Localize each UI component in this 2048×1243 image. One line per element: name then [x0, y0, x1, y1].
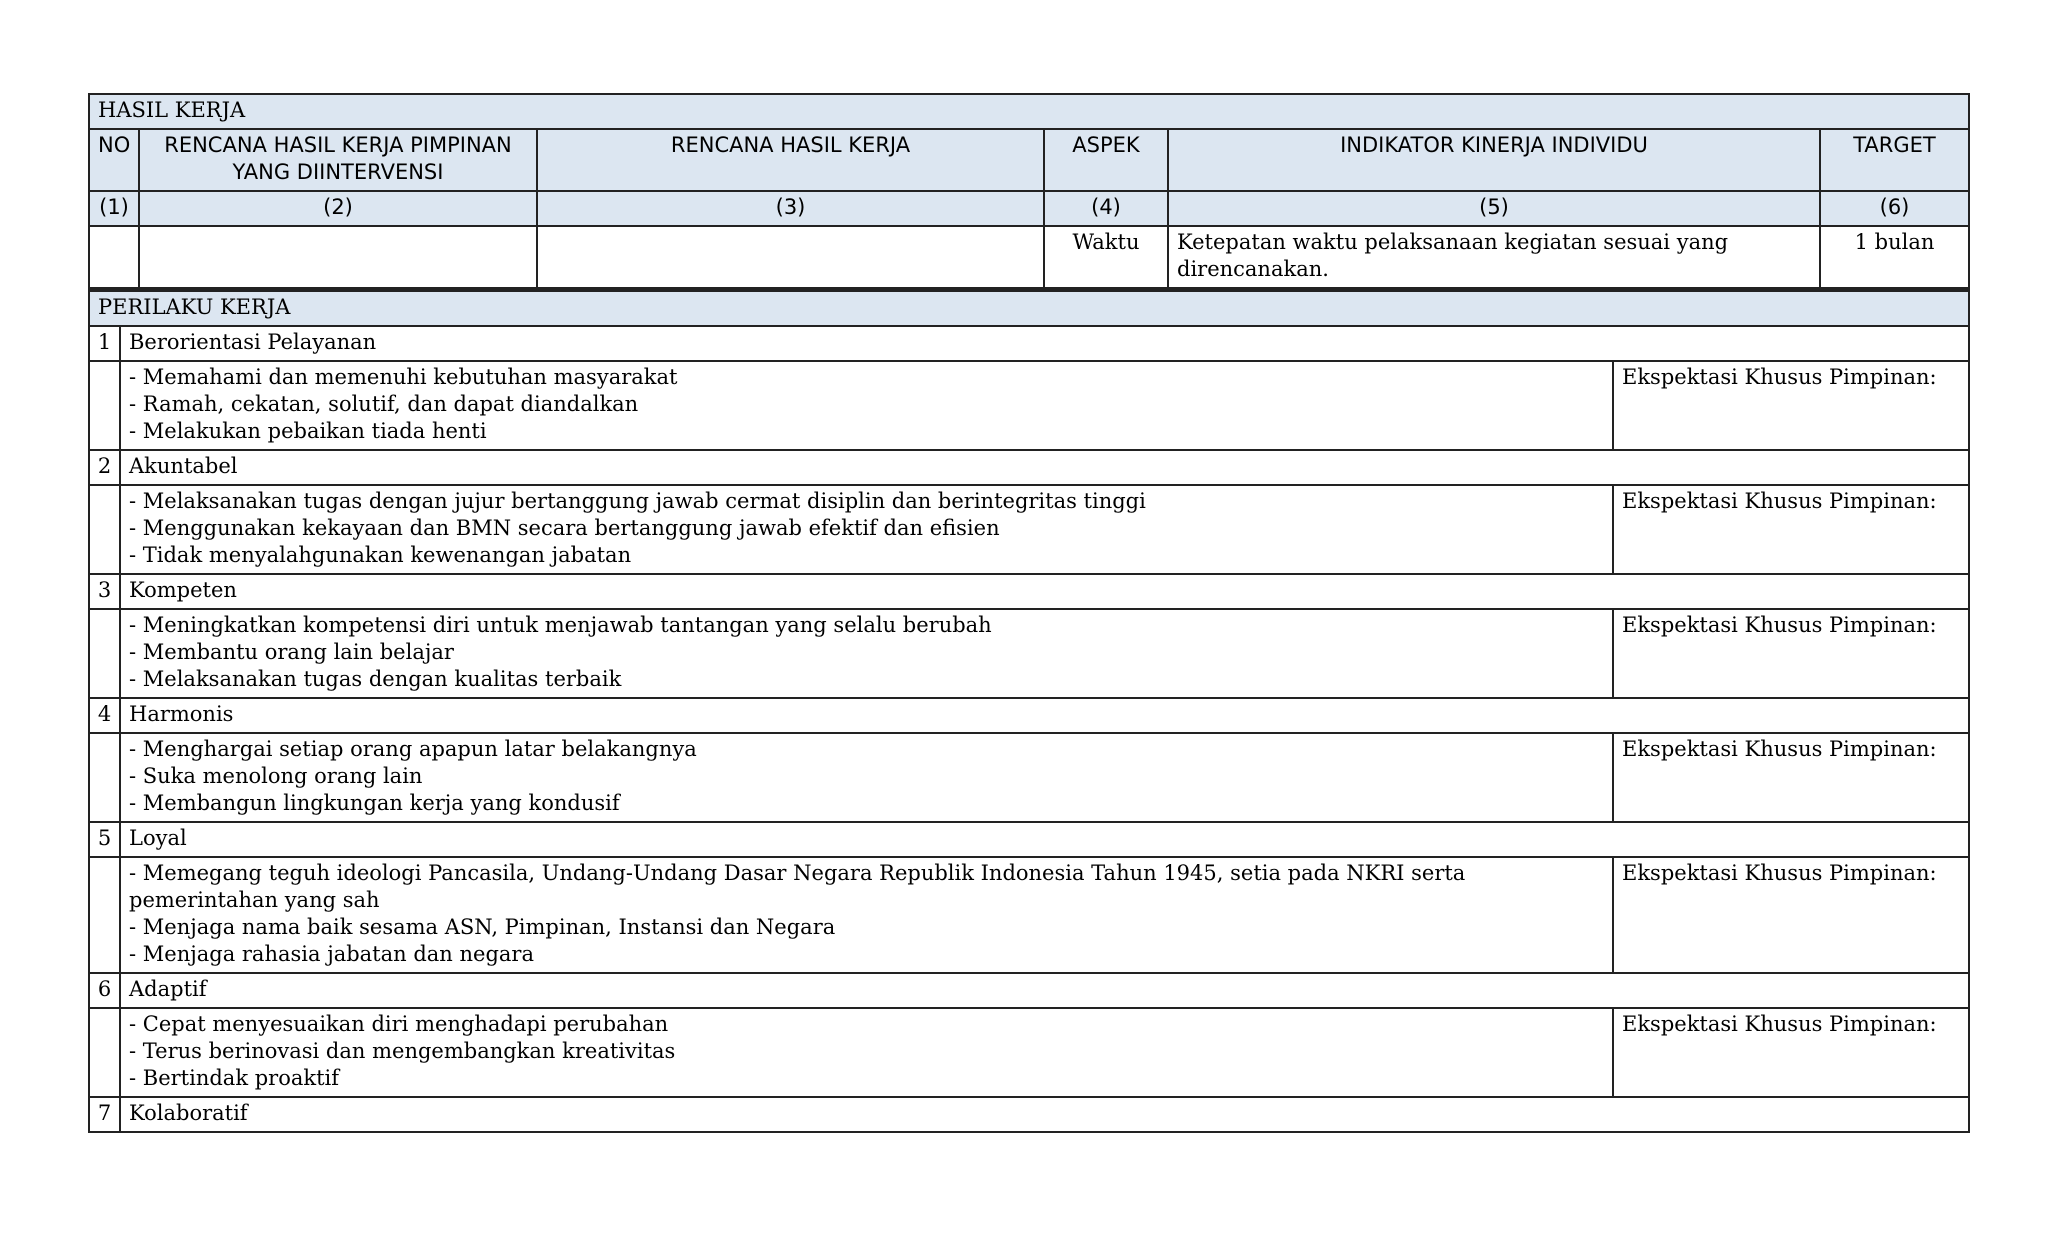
behavior-number: 7 — [89, 1097, 120, 1132]
cell-no — [89, 226, 139, 288]
hasil-kerja-row — [89, 226, 1969, 288]
behavior-detail-row — [89, 1008, 1969, 1097]
document-sheet — [88, 93, 1968, 1133]
behavior-point: - Terus berinovasi dan mengembangkan kreativitas — [129, 1039, 676, 1063]
behavior-name: Adaptif — [120, 973, 1969, 1008]
behavior-name: Berorientasi Pelayanan — [120, 326, 1969, 361]
behavior-point: - Cepat menyesuaikan diri menghadapi perubahan — [129, 1012, 669, 1036]
leader-expectation: Ekspektasi Khusus Pimpinan: — [1613, 485, 1969, 574]
behavior-number-blank — [89, 857, 120, 973]
behavior-point: - Tidak menyalahgunakan kewenangan jabatan — [129, 543, 632, 567]
perilaku-kerja-table — [88, 289, 1970, 1133]
behavior-point: - Menjaga rahasia jabatan dan negara — [129, 942, 534, 966]
behavior-point: - Menjaga nama baik sesama ASN, Pimpinan, Instansi dan Negara — [129, 915, 836, 939]
behavior-point: - Memahami dan memenuhi kebutuhan masyarakat — [129, 365, 678, 389]
behavior-detail-row — [89, 857, 1969, 973]
behavior-number: 2 — [89, 450, 120, 485]
column-header-target: TARGET — [1820, 129, 1969, 191]
hasil-kerja-title: HASIL KERJA — [89, 94, 1969, 129]
behavior-point: - Suka menolong orang lain — [129, 764, 423, 788]
behavior-header-row — [89, 574, 1969, 609]
behavior-point: - Menghargai setiap orang apapun latar belakangnya — [129, 737, 697, 761]
behavior-number-blank — [89, 609, 120, 698]
behavior-points — [120, 361, 1613, 450]
behavior-points — [120, 857, 1613, 973]
column-header-rhk: RENCANA HASIL KERJA — [537, 129, 1044, 191]
column-number-6: (6) — [1820, 191, 1969, 226]
behavior-points — [120, 485, 1613, 574]
leader-expectation: Ekspektasi Khusus Pimpinan: — [1613, 361, 1969, 450]
behavior-number-blank — [89, 1008, 120, 1097]
behavior-name: Kolaboratif — [120, 1097, 1969, 1132]
column-header-aspek: ASPEK — [1044, 129, 1168, 191]
behavior-number: 3 — [89, 574, 120, 609]
behavior-point: - Meningkatkan kompetensi diri untuk menjawab tantangan yang selalu berubah — [129, 613, 992, 637]
behavior-number-blank — [89, 361, 120, 450]
behavior-number: 1 — [89, 326, 120, 361]
behavior-header-row — [89, 450, 1969, 485]
behavior-header-row — [89, 326, 1969, 361]
behavior-detail-row — [89, 733, 1969, 822]
behavior-point: - Menggunakan kekayaan dan BMN secara bertanggung jawab efektif dan efisien — [129, 516, 1000, 540]
behavior-point: - Membantu orang lain belajar — [129, 640, 454, 664]
behavior-number-blank — [89, 733, 120, 822]
cell-rhk-pimpinan — [139, 226, 537, 288]
behavior-name: Loyal — [120, 822, 1969, 857]
leader-expectation: Ekspektasi Khusus Pimpinan: — [1613, 733, 1969, 822]
column-number-2: (2) — [139, 191, 537, 226]
behavior-name: Harmonis — [120, 698, 1969, 733]
behavior-header-row — [89, 698, 1969, 733]
behavior-name: Akuntabel — [120, 450, 1969, 485]
column-number-1: (1) — [89, 191, 139, 226]
behavior-points — [120, 609, 1613, 698]
behavior-number: 4 — [89, 698, 120, 733]
cell-target: 1 bulan — [1820, 226, 1969, 288]
hasil-kerja-table — [88, 93, 1970, 289]
cell-indikator: Ketepatan waktu pelaksanaan kegiatan sesuai yang direncanakan. — [1168, 226, 1820, 288]
leader-expectation: Ekspektasi Khusus Pimpinan: — [1613, 609, 1969, 698]
column-header-no: NO — [89, 129, 139, 191]
column-number-3: (3) — [537, 191, 1044, 226]
behavior-point: - Melaksanakan tugas dengan kualitas terbaik — [129, 667, 622, 691]
behavior-point: - Bertindak proaktif — [129, 1066, 340, 1090]
column-number-4: (4) — [1044, 191, 1168, 226]
behavior-detail-row — [89, 361, 1969, 450]
behavior-point: - Memegang teguh ideologi Pancasila, Undang-Undang Dasar Negara Republik Indonesia Tahun 1945, setia pada NKRI serta pemerintahan yang sah — [129, 861, 1466, 912]
behavior-point: - Membangun lingkungan kerja yang kondusif — [129, 791, 620, 815]
column-header-indikator: INDIKATOR KINERJA INDIVIDU — [1168, 129, 1820, 191]
leader-expectation: Ekspektasi Khusus Pimpinan: — [1613, 857, 1969, 973]
behavior-detail-row — [89, 609, 1969, 698]
behavior-point: - Melakukan pebaikan tiada henti — [129, 419, 487, 443]
behavior-number: 5 — [89, 822, 120, 857]
behavior-point: - Melaksanakan tugas dengan jujur bertanggung jawab cermat disiplin dan berintegritas tinggi — [129, 489, 1146, 513]
behavior-header-row — [89, 1097, 1969, 1132]
cell-rhk — [537, 226, 1044, 288]
perilaku-kerja-title: PERILAKU KERJA — [89, 291, 1969, 327]
column-number-5: (5) — [1168, 191, 1820, 226]
cell-aspek: Waktu — [1044, 226, 1168, 288]
leader-expectation: Ekspektasi Khusus Pimpinan: — [1613, 1008, 1969, 1097]
behavior-points — [120, 733, 1613, 822]
behavior-number-blank — [89, 485, 120, 574]
behavior-point: - Ramah, cekatan, solutif, dan dapat diandalkan — [129, 392, 639, 416]
behavior-number: 6 — [89, 973, 120, 1008]
behavior-header-row — [89, 822, 1969, 857]
behavior-detail-row — [89, 485, 1969, 574]
column-header-rhk-pimpinan: RENCANA HASIL KERJA PIMPINAN YANG DIINTERVENSI — [139, 129, 537, 191]
behavior-name: Kompeten — [120, 574, 1969, 609]
behavior-header-row — [89, 973, 1969, 1008]
behavior-points — [120, 1008, 1613, 1097]
